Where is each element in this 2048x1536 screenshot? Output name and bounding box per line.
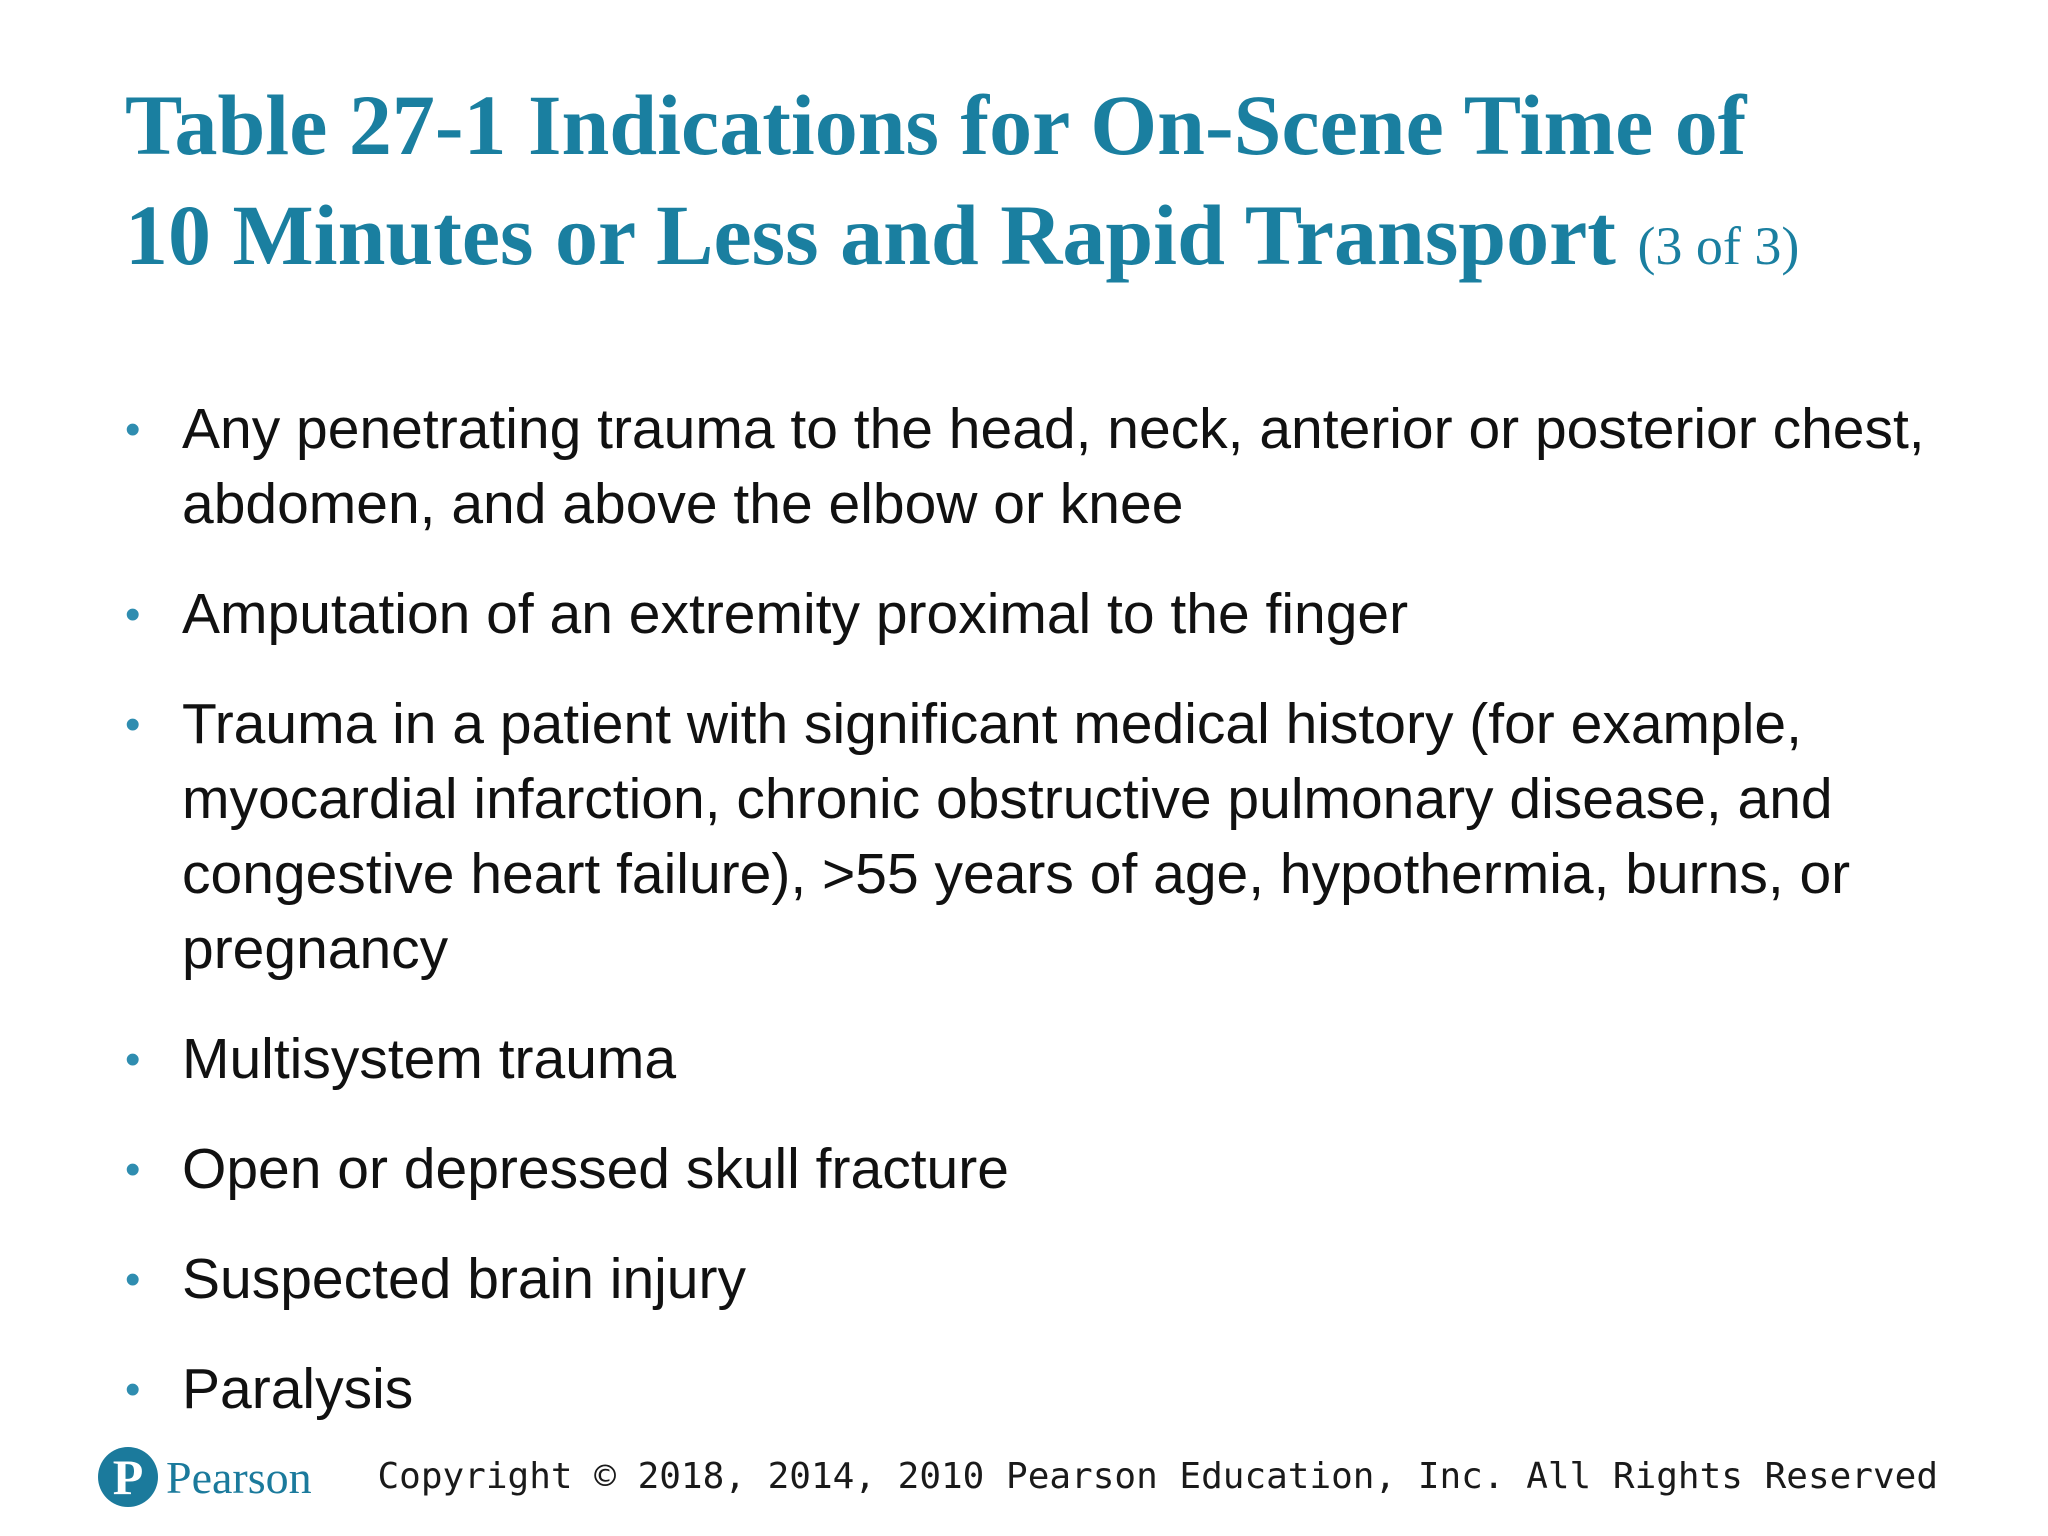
bullet-dot-icon: • <box>125 700 141 749</box>
pearson-logo <box>98 1442 312 1512</box>
bullet-item <box>125 577 1955 652</box>
bullet-text: Open or depressed skull fracture <box>182 1137 1009 1201</box>
bullet-item <box>125 687 1955 987</box>
bullet-dot-icon: • <box>125 1365 141 1414</box>
pearson-logo-icon: P <box>98 1447 158 1507</box>
bullet-text: Any penetrating trauma to the head, neck, anterior or posterior chest, abdomen, and above the elbow or knee <box>182 397 1925 536</box>
part-indicator: (3 of 3) <box>1637 216 1800 276</box>
slide-title <box>125 70 1985 301</box>
bullet-item <box>125 392 1955 542</box>
bullet-item <box>125 1352 1955 1427</box>
copyright-notice: Copyright © 2018, 2014, 2010 Pearson Education, Inc. All Rights Reserved <box>377 1456 1938 1497</box>
title-line-2 <box>125 180 1985 301</box>
bullet-dot-icon: • <box>125 1145 141 1194</box>
bullet-item <box>125 1132 1955 1207</box>
bullet-item <box>125 1242 1955 1317</box>
bullet-list <box>125 392 1955 1462</box>
title-line-1: Table 27-1 Indications for On-Scene Time of <box>125 77 1747 173</box>
bullet-item <box>125 1022 1955 1097</box>
bullet-dot-icon: • <box>125 405 141 454</box>
bullet-dot-icon: • <box>125 590 141 639</box>
bullet-text: Suspected brain injury <box>182 1247 746 1311</box>
bullet-text: Multisystem trauma <box>182 1027 677 1091</box>
bullet-text: Trauma in a patient with significant medical history (for example, myocardial infarction, chronic obstructive pulmonary disease, and congestive heart failure), >55 years of age, hypothermia, burns, or pregnancy <box>182 692 1851 981</box>
bullet-dot-icon: • <box>125 1035 141 1084</box>
title-line-2-text: 10 Minutes or Less and Rapid Transport <box>125 187 1616 283</box>
bullet-text: Amputation of an extremity proximal to the finger <box>182 582 1409 646</box>
pearson-logo-text: Pearson <box>166 1451 312 1503</box>
bullet-dot-icon: • <box>125 1255 141 1304</box>
bullet-text: Paralysis <box>182 1357 414 1421</box>
